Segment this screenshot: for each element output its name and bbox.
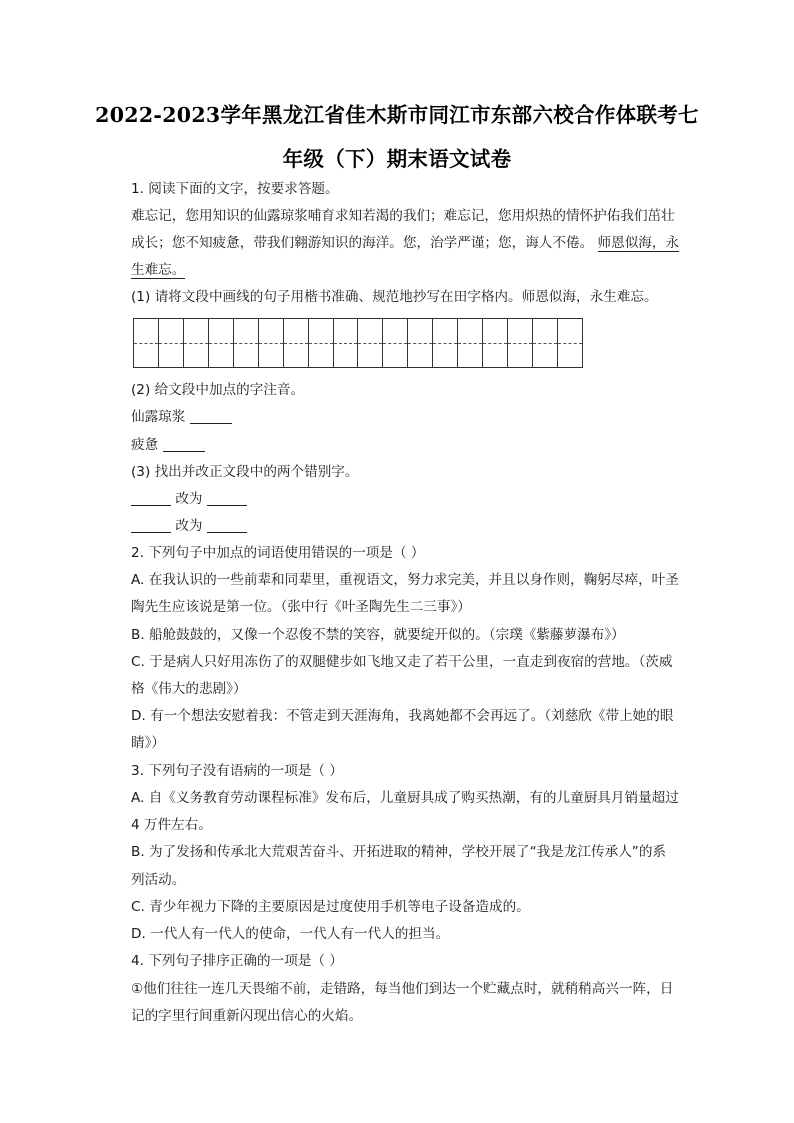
q1-underlined-sentence-part-2: 生难忘。 — [131, 262, 186, 278]
q1-stem: 1. 阅读下面的文字，按要求答题。 — [131, 181, 339, 197]
grid-cell[interactable] — [533, 319, 558, 367]
grid-cell[interactable] — [334, 319, 359, 367]
q2-option-c-line-2: 格《伟大的悲剧》） — [131, 681, 247, 697]
q1-correction-row-1 — [131, 490, 691, 508]
grid-cell[interactable] — [209, 319, 234, 367]
grid-cell[interactable] — [134, 319, 159, 367]
q4-stem: 4. 下列句子排序正确的一项是（ ） — [131, 953, 343, 969]
q1-passage-line-2 — [131, 234, 691, 252]
q2-option-a-line-2: 陶先生应该说是第一位。（张中行《叶圣陶先生二三事》） — [131, 599, 471, 615]
q1-word2-row — [131, 436, 691, 454]
grid-cell[interactable] — [433, 319, 458, 367]
q1-word1: 仙露琼浆 — [131, 409, 190, 425]
grid-cell[interactable] — [408, 319, 433, 367]
q2-stem: 2. 下列句子中加点的词语使用错误的一项是（ ） — [131, 545, 425, 561]
q3-stem: 3. 下列句子没有语病的一项是（ ） — [131, 763, 343, 779]
pinyin-blank-1[interactable] — [190, 409, 232, 424]
change-to-label: 改为 — [171, 518, 207, 534]
q1-word1-row — [131, 408, 691, 426]
grid-cell[interactable] — [508, 319, 533, 367]
q1-sub1: (1) 请将文段中画线的句子用楷书准确、规范地抄写在田字格内。师恩似海，永生难忘。 — [131, 289, 658, 305]
q1-passage-text: 成长；您不知疲惫，带我们翱游知识的海洋。您，治学严谨；您，诲人不倦。 — [131, 235, 598, 251]
q3-option-b-line-1: B. 为了发扬和传承北大荒艰苦奋斗、开拓进取的精神，学校开展了“我是龙江传承人”的系 — [131, 844, 667, 860]
q1-correction-row-2 — [131, 517, 691, 535]
grid-cell[interactable] — [458, 319, 483, 367]
q4-sentence-1-line-2: 记的字里行间重新闪现出信心的火焰。 — [131, 1008, 363, 1024]
q2-option-d-line-1: D. 有一个想法安慰着我：不管走到天涯海角，我离她都不会再远了。（刘慈欣《带上她的眼 — [131, 708, 674, 724]
wrong-char-blank-2[interactable] — [131, 518, 171, 533]
pinyin-blank-2[interactable] — [163, 437, 205, 452]
q2-option-b: B. 船舱鼓鼓的，又像一个忍俊不禁的笑容，就要绽开似的。（宗璞《紫藤萝瀑布》） — [131, 627, 625, 643]
q2-option-c-line-1: C. 于是病人只好用冻伤了的双腿健步如飞地又走了若干公里，一直走到夜宿的营地。（茨威 — [131, 654, 673, 670]
correct-char-blank-2[interactable] — [207, 518, 247, 533]
q4-sentence-1-line-1: ①他们往往一连几天畏缩不前，走错路，每当他们到达一个贮藏点时，就稍稍高兴一阵，日 — [131, 981, 674, 997]
q1-sub2: (2) 给文段中加点的字注音。 — [131, 382, 305, 398]
grid-cell[interactable] — [184, 319, 209, 367]
q3-option-b-line-2: 列活动。 — [131, 872, 186, 888]
grid-cell[interactable] — [234, 319, 259, 367]
q3-option-a-line-1: A. 自《义务教育劳动课程标准》发布后，儿童厨具成了购买热潮，有的儿童厨具月销量超过 — [131, 790, 679, 806]
correct-char-blank-1[interactable] — [207, 491, 247, 506]
q3-option-d: D. 一代人有一代人的使命，一代人有一代人的担当。 — [131, 926, 450, 942]
grid-cell[interactable] — [358, 319, 383, 367]
grid-cell[interactable] — [483, 319, 508, 367]
q1-underlined-sentence-part-1: 师恩似海，永 — [597, 235, 680, 251]
exam-title-line-2: 年级（下）期末语文试卷 — [282, 147, 512, 171]
grid-cell[interactable] — [558, 319, 582, 367]
grid-cell[interactable] — [159, 319, 184, 367]
grid-cell[interactable] — [284, 319, 309, 367]
wrong-char-blank-1[interactable] — [131, 491, 171, 506]
change-to-label: 改为 — [171, 491, 207, 507]
q1-sub3: (3) 找出并改正文段中的两个错别字。 — [131, 464, 359, 480]
q2-option-d-line-2: 睛》） — [131, 735, 165, 751]
q1-passage-line-1: 难忘记，您用知识的仙露琼浆哺育求知若渴的我们；难忘记，您用炽热的情怀护佑我们茁壮 — [131, 208, 675, 224]
tianzige-writing-grid[interactable] — [133, 318, 583, 368]
q3-option-a-line-2: 4 万件左右。 — [131, 817, 212, 833]
q3-option-c: C. 青少年视力下降的主要原因是过度使用手机等电子设备造成的。 — [131, 899, 530, 915]
q1-word2: 疲惫 — [131, 437, 163, 453]
grid-cell[interactable] — [309, 319, 334, 367]
q1-passage-line-3 — [131, 261, 691, 279]
grid-cell[interactable] — [259, 319, 284, 367]
q2-option-a-line-1: A. 在我认识的一些前辈和同辈里，重视语文，努力求完美，并且以身作则，鞠躬尽瘁，叶圣 — [131, 572, 679, 588]
exam-title-line-1: 2022-2023学年黑龙江省佳木斯市同江市东部六校合作体联考七 — [95, 103, 699, 127]
grid-cell[interactable] — [383, 319, 408, 367]
